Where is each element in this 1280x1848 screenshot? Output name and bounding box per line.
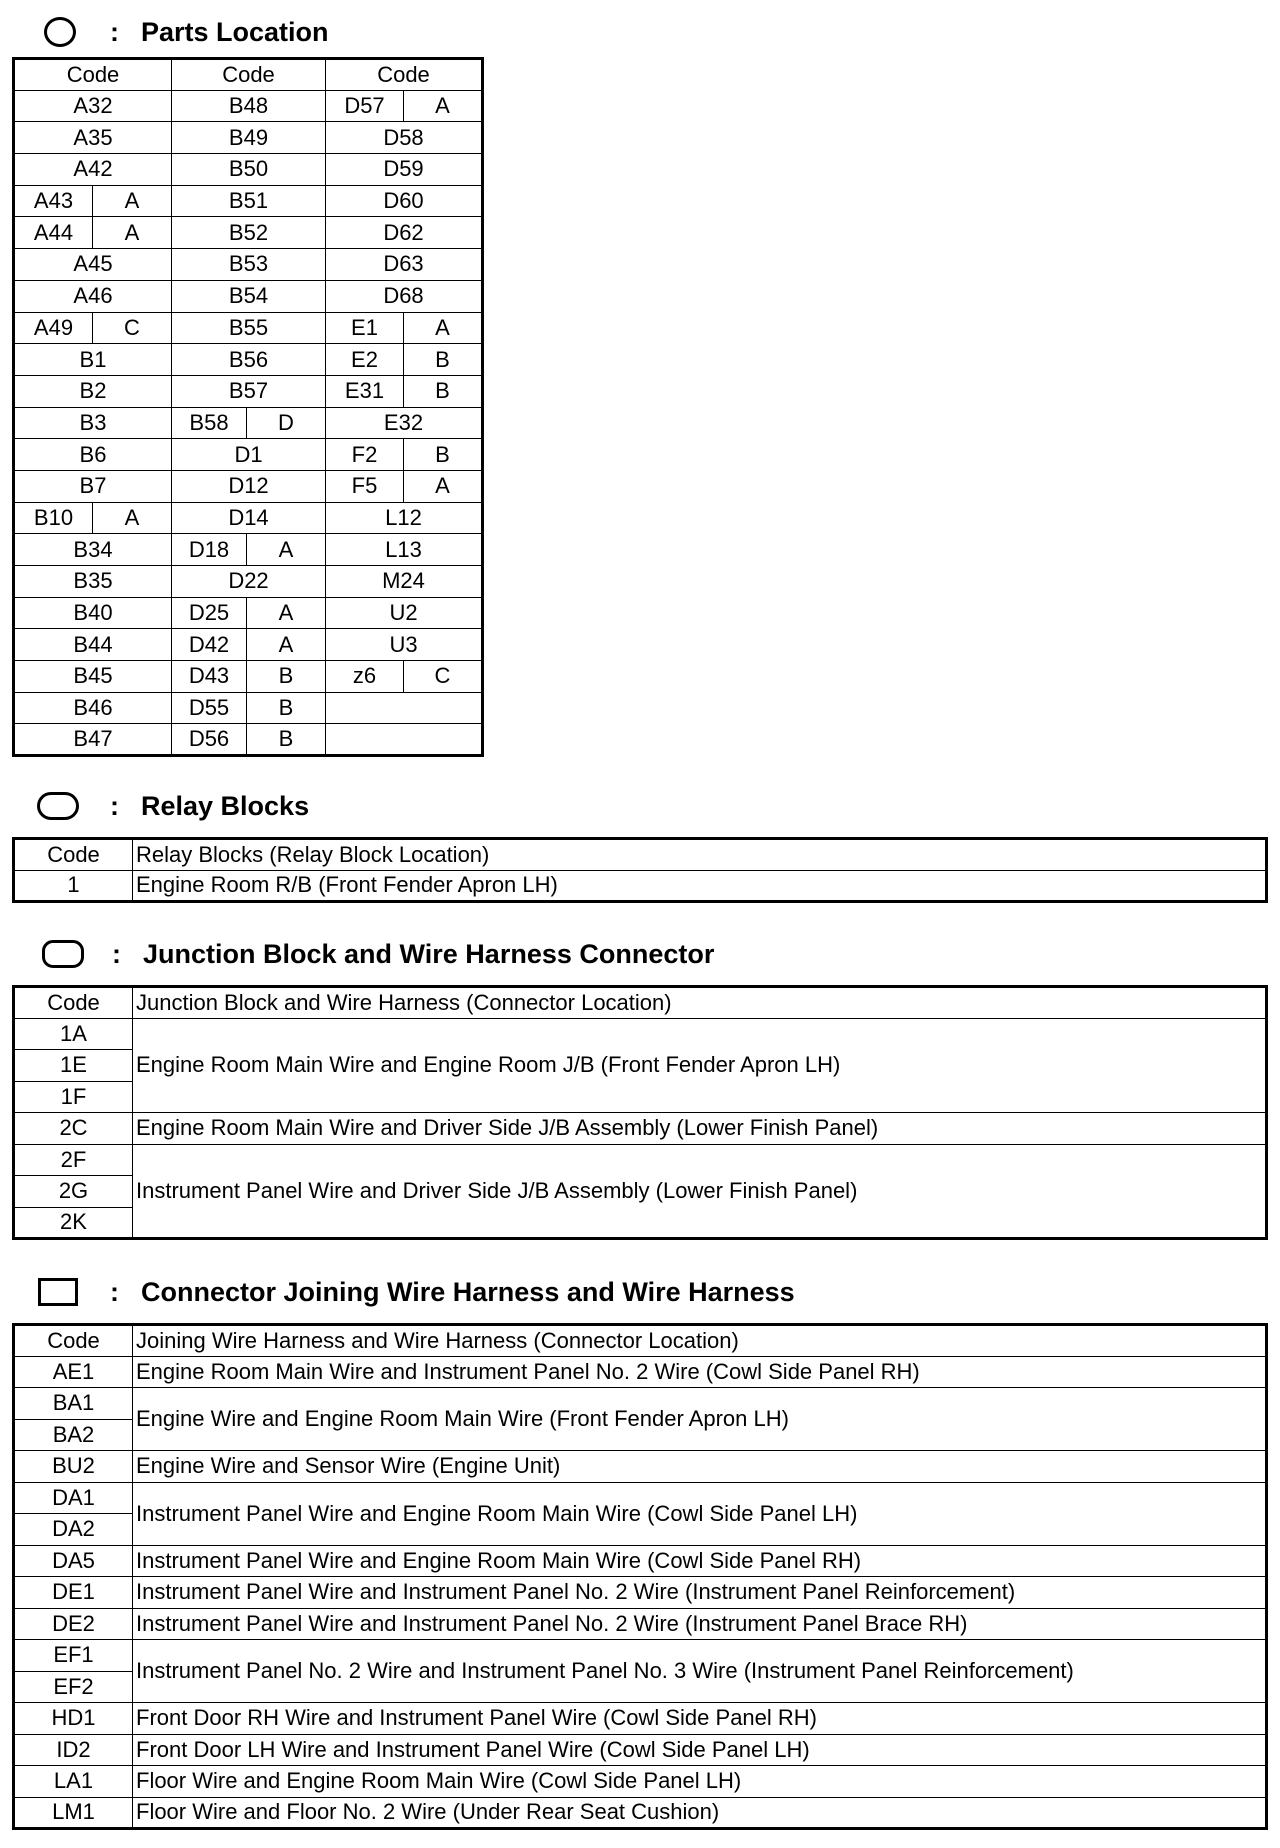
table-row bbox=[14, 439, 483, 471]
part-code-cell: B50 bbox=[172, 154, 326, 186]
part-subcode-cell: A bbox=[247, 629, 326, 661]
part-code-cell: B1 bbox=[14, 344, 172, 376]
parts-location-table bbox=[12, 57, 484, 757]
part-code-cell: B2 bbox=[14, 375, 172, 407]
part-code-cell: E31 bbox=[326, 375, 404, 407]
part-subcode-cell: C bbox=[404, 661, 483, 693]
part-subcode-cell: A bbox=[247, 597, 326, 629]
code-cell: 1A bbox=[14, 1018, 133, 1050]
column-header: Code bbox=[172, 59, 326, 91]
part-code-cell: B56 bbox=[172, 344, 326, 376]
location-description-cell: Instrument Panel Wire and Driver Side J/B Assembly (Lower Finish Panel) bbox=[133, 1144, 1267, 1239]
table-row bbox=[14, 344, 483, 376]
part-code-cell: A42 bbox=[14, 154, 172, 186]
relay-blocks-table bbox=[12, 837, 1268, 903]
description-header: Relay Blocks (Relay Block Location) bbox=[133, 839, 1267, 871]
part-code-cell: D25 bbox=[172, 597, 247, 629]
part-code-cell: B49 bbox=[172, 122, 326, 154]
part-code-cell: B53 bbox=[172, 249, 326, 281]
part-subcode-cell: C bbox=[93, 312, 172, 344]
table-row bbox=[14, 1640, 1267, 1672]
part-code-cell: D42 bbox=[172, 629, 247, 661]
table-row bbox=[14, 692, 483, 724]
part-code-cell: D22 bbox=[172, 566, 326, 598]
code-cell: DA2 bbox=[14, 1514, 133, 1546]
location-description-cell: Instrument Panel Wire and Engine Room Main Wire (Cowl Side Panel RH) bbox=[133, 1545, 1267, 1577]
part-subcode-cell: A bbox=[93, 217, 172, 249]
location-description-cell: Instrument Panel Wire and Instrument Panel No. 2 Wire (Instrument Panel Reinforcement) bbox=[133, 1577, 1267, 1609]
part-subcode-cell: A bbox=[404, 312, 483, 344]
part-code-cell: D59 bbox=[326, 154, 483, 186]
location-description-cell: Engine Wire and Engine Room Main Wire (Front Fender Apron LH) bbox=[133, 1388, 1267, 1451]
part-code-cell: D57 bbox=[326, 90, 404, 122]
part-code-cell: B47 bbox=[14, 724, 172, 756]
part-code-cell: B10 bbox=[14, 502, 93, 534]
table-row bbox=[14, 870, 1267, 902]
location-description-cell: Floor Wire and Floor No. 2 Wire (Under Rear Seat Cushion) bbox=[133, 1797, 1267, 1829]
part-code-cell: B51 bbox=[172, 185, 326, 217]
part-code-cell: B40 bbox=[14, 597, 172, 629]
column-header: Code bbox=[326, 59, 483, 91]
part-subcode-cell: A bbox=[404, 90, 483, 122]
code-cell: BA1 bbox=[14, 1388, 133, 1420]
table-row bbox=[14, 122, 483, 154]
code-cell: BU2 bbox=[14, 1451, 133, 1483]
table-header-row bbox=[14, 839, 1267, 871]
part-code-cell: A49 bbox=[14, 312, 93, 344]
location-description-cell: Engine Room Main Wire and Instrument Panel No. 2 Wire (Cowl Side Panel RH) bbox=[133, 1356, 1267, 1388]
code-header: Code bbox=[14, 987, 133, 1019]
table-row bbox=[14, 1113, 1267, 1145]
part-subcode-cell: D bbox=[247, 407, 326, 439]
code-cell: HD1 bbox=[14, 1703, 133, 1735]
parts-location-heading bbox=[44, 14, 329, 50]
circle-symbol-icon bbox=[44, 17, 76, 47]
table-row bbox=[14, 1451, 1267, 1483]
table-row bbox=[14, 534, 483, 566]
part-code-cell: B58 bbox=[172, 407, 247, 439]
part-code-cell: D1 bbox=[172, 439, 326, 471]
table-row bbox=[14, 312, 483, 344]
part-subcode-cell: B bbox=[247, 692, 326, 724]
part-code-cell: A45 bbox=[14, 249, 172, 281]
table-row bbox=[14, 629, 483, 661]
location-description-cell: Engine Room Main Wire and Driver Side J/B Assembly (Lower Finish Panel) bbox=[133, 1113, 1267, 1145]
code-cell: 1E bbox=[14, 1050, 133, 1082]
part-code-cell: B54 bbox=[172, 280, 326, 312]
code-cell: EF1 bbox=[14, 1640, 133, 1672]
part-code-cell: D58 bbox=[326, 122, 483, 154]
part-code-cell: E1 bbox=[326, 312, 404, 344]
code-cell: LA1 bbox=[14, 1766, 133, 1798]
part-code-cell: B45 bbox=[14, 661, 172, 693]
part-subcode-cell: B bbox=[404, 375, 483, 407]
part-code-cell: D63 bbox=[326, 249, 483, 281]
part-code-cell: F2 bbox=[326, 439, 404, 471]
heading-colon: : bbox=[110, 16, 119, 47]
table-row bbox=[14, 185, 483, 217]
code-cell: DE1 bbox=[14, 1577, 133, 1609]
table-row bbox=[14, 597, 483, 629]
code-cell: DA5 bbox=[14, 1545, 133, 1577]
part-subcode-cell: A bbox=[404, 470, 483, 502]
part-code-cell: E2 bbox=[326, 344, 404, 376]
location-description-cell: Instrument Panel Wire and Instrument Panel No. 2 Wire (Instrument Panel Brace RH) bbox=[133, 1608, 1267, 1640]
connector-title: Connector Joining Wire Harness and Wire Harness bbox=[141, 1276, 795, 1307]
part-code-cell: E32 bbox=[326, 407, 483, 439]
part-code-cell: A32 bbox=[14, 90, 172, 122]
code-cell: ID2 bbox=[14, 1734, 133, 1766]
relay-blocks-heading bbox=[37, 788, 309, 824]
table-row bbox=[14, 470, 483, 502]
part-code-cell bbox=[326, 724, 483, 756]
part-code-cell: M24 bbox=[326, 566, 483, 598]
relay-blocks-title: Relay Blocks bbox=[141, 790, 310, 821]
code-cell: 2F bbox=[14, 1144, 133, 1176]
rounded-oval-symbol-icon bbox=[37, 792, 79, 820]
table-row bbox=[14, 375, 483, 407]
column-header: Code bbox=[14, 59, 172, 91]
part-code-cell: B57 bbox=[172, 375, 326, 407]
heading-colon: : bbox=[112, 938, 121, 969]
part-code-cell: D14 bbox=[172, 502, 326, 534]
table-row bbox=[14, 1144, 1267, 1176]
code-cell: BA2 bbox=[14, 1419, 133, 1451]
heading-colon: : bbox=[110, 790, 119, 821]
table-row bbox=[14, 566, 483, 598]
table-row bbox=[14, 1577, 1267, 1609]
junction-block-heading bbox=[42, 936, 714, 972]
description-header: Joining Wire Harness and Wire Harness (Connector Location) bbox=[133, 1325, 1267, 1357]
parts-location-title: Parts Location bbox=[141, 16, 329, 47]
connector-table bbox=[12, 1323, 1268, 1830]
table-header-row bbox=[14, 59, 483, 91]
part-code-cell: D55 bbox=[172, 692, 247, 724]
table-row bbox=[14, 1703, 1267, 1735]
part-code-cell: U2 bbox=[326, 597, 483, 629]
part-code-cell: B7 bbox=[14, 470, 172, 502]
part-code-cell: B55 bbox=[172, 312, 326, 344]
table-row bbox=[14, 502, 483, 534]
part-code-cell: D18 bbox=[172, 534, 247, 566]
table-row bbox=[14, 1388, 1267, 1420]
part-code-cell: U3 bbox=[326, 629, 483, 661]
code-cell: 2C bbox=[14, 1113, 133, 1145]
location-description-cell: Engine Room R/B (Front Fender Apron LH) bbox=[133, 870, 1267, 902]
part-code-cell: B48 bbox=[172, 90, 326, 122]
code-cell: DE2 bbox=[14, 1608, 133, 1640]
code-cell: AE1 bbox=[14, 1356, 133, 1388]
part-code-cell: L13 bbox=[326, 534, 483, 566]
table-row bbox=[14, 1018, 1267, 1050]
part-code-cell: B6 bbox=[14, 439, 172, 471]
table-row bbox=[14, 154, 483, 186]
part-subcode-cell: B bbox=[247, 661, 326, 693]
location-description-cell: Front Door LH Wire and Instrument Panel Wire (Cowl Side Panel LH) bbox=[133, 1734, 1267, 1766]
code-cell: DA1 bbox=[14, 1482, 133, 1514]
location-description-cell: Front Door RH Wire and Instrument Panel Wire (Cowl Side Panel RH) bbox=[133, 1703, 1267, 1735]
table-row bbox=[14, 1766, 1267, 1798]
part-code-cell: D56 bbox=[172, 724, 247, 756]
location-description-cell: Floor Wire and Engine Room Main Wire (Cowl Side Panel LH) bbox=[133, 1766, 1267, 1798]
rounded-rectangle-symbol-icon bbox=[42, 940, 84, 968]
table-row bbox=[14, 1608, 1267, 1640]
description-header: Junction Block and Wire Harness (Connector Location) bbox=[133, 987, 1267, 1019]
part-code-cell: D68 bbox=[326, 280, 483, 312]
code-cell: EF2 bbox=[14, 1671, 133, 1703]
part-code-cell: B35 bbox=[14, 566, 172, 598]
part-code-cell: D62 bbox=[326, 217, 483, 249]
part-code-cell: A35 bbox=[14, 122, 172, 154]
table-row bbox=[14, 1356, 1267, 1388]
junction-block-table bbox=[12, 985, 1268, 1240]
table-header-row bbox=[14, 1325, 1267, 1357]
part-code-cell bbox=[326, 692, 483, 724]
table-row bbox=[14, 407, 483, 439]
code-header: Code bbox=[14, 839, 133, 871]
code-cell: 1F bbox=[14, 1081, 133, 1113]
part-code-cell: D12 bbox=[172, 470, 326, 502]
code-cell: 2G bbox=[14, 1176, 133, 1208]
junction-block-title: Junction Block and Wire Harness Connector bbox=[143, 938, 715, 969]
table-row bbox=[14, 280, 483, 312]
part-subcode-cell: A bbox=[247, 534, 326, 566]
part-subcode-cell: B bbox=[404, 344, 483, 376]
location-description-cell: Instrument Panel No. 2 Wire and Instrument Panel No. 3 Wire (Instrument Panel Reinforcement) bbox=[133, 1640, 1267, 1703]
heading-colon: : bbox=[110, 1276, 119, 1307]
code-cell: LM1 bbox=[14, 1797, 133, 1829]
part-code-cell: B3 bbox=[14, 407, 172, 439]
location-description-cell: Engine Wire and Sensor Wire (Engine Unit) bbox=[133, 1451, 1267, 1483]
table-row bbox=[14, 249, 483, 281]
part-subcode-cell: A bbox=[93, 185, 172, 217]
part-code-cell: z6 bbox=[326, 661, 404, 693]
location-description-cell: Engine Room Main Wire and Engine Room J/B (Front Fender Apron LH) bbox=[133, 1018, 1267, 1113]
part-code-cell: A43 bbox=[14, 185, 93, 217]
table-row bbox=[14, 217, 483, 249]
connector-heading bbox=[38, 1274, 795, 1310]
table-row bbox=[14, 90, 483, 122]
table-row bbox=[14, 1797, 1267, 1829]
part-code-cell: B34 bbox=[14, 534, 172, 566]
part-code-cell: B46 bbox=[14, 692, 172, 724]
part-subcode-cell: B bbox=[404, 439, 483, 471]
part-subcode-cell: A bbox=[93, 502, 172, 534]
part-code-cell: L12 bbox=[326, 502, 483, 534]
part-code-cell: A46 bbox=[14, 280, 172, 312]
part-code-cell: D60 bbox=[326, 185, 483, 217]
part-subcode-cell: B bbox=[247, 724, 326, 756]
part-code-cell: D43 bbox=[172, 661, 247, 693]
table-row bbox=[14, 661, 483, 693]
code-header: Code bbox=[14, 1325, 133, 1357]
part-code-cell: B52 bbox=[172, 217, 326, 249]
table-row bbox=[14, 1545, 1267, 1577]
table-row bbox=[14, 1734, 1267, 1766]
code-cell: 1 bbox=[14, 870, 133, 902]
part-code-cell: A44 bbox=[14, 217, 93, 249]
part-code-cell: B44 bbox=[14, 629, 172, 661]
table-row bbox=[14, 1482, 1267, 1514]
table-header-row bbox=[14, 987, 1267, 1019]
square-symbol-icon bbox=[38, 1278, 78, 1306]
table-row bbox=[14, 724, 483, 756]
part-code-cell: F5 bbox=[326, 470, 404, 502]
code-cell: 2K bbox=[14, 1207, 133, 1239]
location-description-cell: Instrument Panel Wire and Engine Room Main Wire (Cowl Side Panel LH) bbox=[133, 1482, 1267, 1545]
